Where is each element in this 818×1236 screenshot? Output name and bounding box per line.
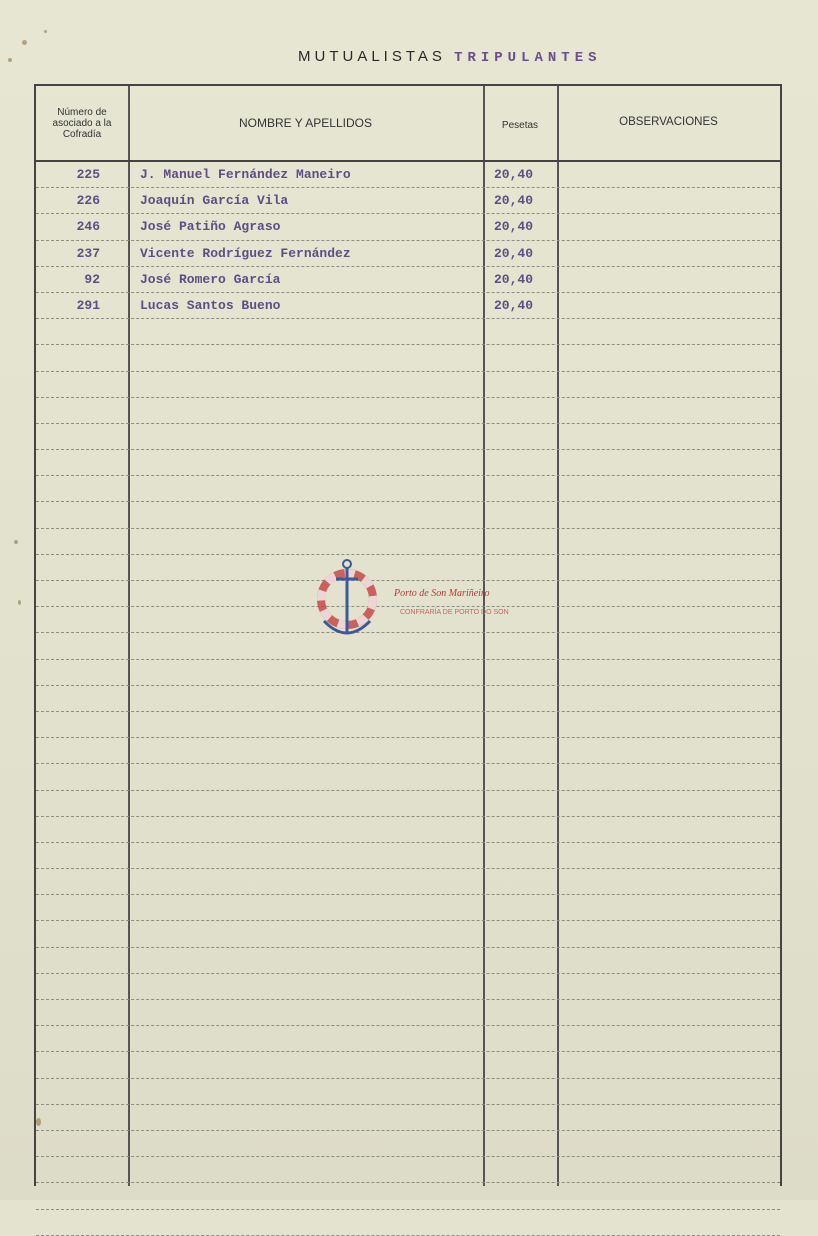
empty-table-row	[36, 633, 780, 659]
table-row	[36, 267, 780, 293]
page-title	[298, 48, 778, 66]
empty-table-row	[36, 660, 780, 686]
empty-table-row	[36, 1183, 780, 1209]
stain-spot	[8, 58, 12, 62]
empty-table-row	[36, 686, 780, 712]
member-pesetas: 20,40	[494, 271, 534, 287]
empty-table-row	[36, 1157, 780, 1183]
member-number: 92	[84, 271, 100, 287]
member-name: José Patiño Agraso	[140, 219, 281, 235]
empty-table-row	[36, 869, 780, 895]
empty-table-row	[36, 1079, 780, 1105]
watermark-text: Porto de Son Mariñeiro	[394, 588, 490, 599]
table-row	[36, 293, 780, 319]
table-row	[36, 241, 780, 267]
empty-table-row	[36, 712, 780, 738]
empty-table-row	[36, 764, 780, 790]
table-header	[36, 86, 780, 162]
empty-table-row	[36, 1000, 780, 1026]
stain-spot	[14, 540, 18, 544]
empty-table-row	[36, 1052, 780, 1078]
empty-table-row	[36, 1210, 780, 1236]
empty-table-row	[36, 1105, 780, 1131]
member-number: 225	[76, 167, 100, 182]
empty-table-row	[36, 895, 780, 921]
empty-table-row	[36, 398, 780, 424]
empty-table-row	[36, 974, 780, 1000]
member-number: 226	[76, 193, 100, 209]
member-pesetas: 20,40	[494, 219, 534, 235]
stain-spot	[22, 40, 27, 45]
members-table	[34, 84, 782, 1186]
watermark-seal-logo	[314, 555, 380, 645]
empty-table-row	[36, 555, 780, 581]
empty-table-row	[36, 319, 780, 345]
empty-table-row	[36, 529, 780, 555]
table-row	[36, 162, 780, 188]
watermark-subtext: CONFRARÍA DE PORTO DO SON	[400, 609, 509, 616]
member-number: 237	[76, 245, 100, 261]
empty-table-row	[36, 843, 780, 869]
table-row	[36, 214, 780, 240]
stain-spot	[18, 600, 21, 605]
empty-table-row	[36, 1131, 780, 1157]
header-pesetas: Pesetas	[501, 120, 539, 131]
table-row	[36, 188, 780, 214]
member-pesetas: 20,40	[494, 193, 534, 209]
header-observations: OBSERVACIONES	[619, 116, 718, 128]
empty-table-row	[36, 921, 780, 947]
member-name: José Romero García	[140, 271, 281, 287]
header-member-number: Número de asociado a la Cofradía	[52, 106, 112, 140]
title-typed: TRIPULANTES	[454, 50, 602, 66]
empty-table-row	[36, 476, 780, 502]
member-name: J. Manuel Fernández Maneiro	[140, 167, 351, 182]
member-pesetas: 20,40	[494, 297, 534, 313]
empty-table-row	[36, 1026, 780, 1052]
empty-table-row	[36, 502, 780, 528]
member-name: Joaquín García Vila	[140, 193, 289, 209]
empty-table-row	[36, 817, 780, 843]
empty-rows	[36, 319, 780, 1236]
empty-table-row	[36, 424, 780, 450]
title-printed: MUTUALISTAS	[298, 48, 446, 65]
empty-table-row	[36, 791, 780, 817]
member-pesetas: 20,40	[494, 245, 534, 261]
header-name: NOMBRE Y APELLIDOS	[239, 116, 372, 130]
stain-spot	[44, 30, 47, 33]
empty-table-row	[36, 372, 780, 398]
empty-table-row	[36, 450, 780, 476]
member-number: 291	[76, 297, 100, 313]
member-name: Lucas Santos Bueno	[140, 297, 281, 313]
member-number: 246	[76, 219, 100, 235]
empty-table-row	[36, 738, 780, 764]
member-name: Vicente Rodríguez Fernández	[140, 245, 351, 261]
member-pesetas: 20,40	[494, 167, 534, 182]
table-body	[36, 162, 780, 1236]
empty-table-row	[36, 948, 780, 974]
empty-table-row	[36, 345, 780, 371]
